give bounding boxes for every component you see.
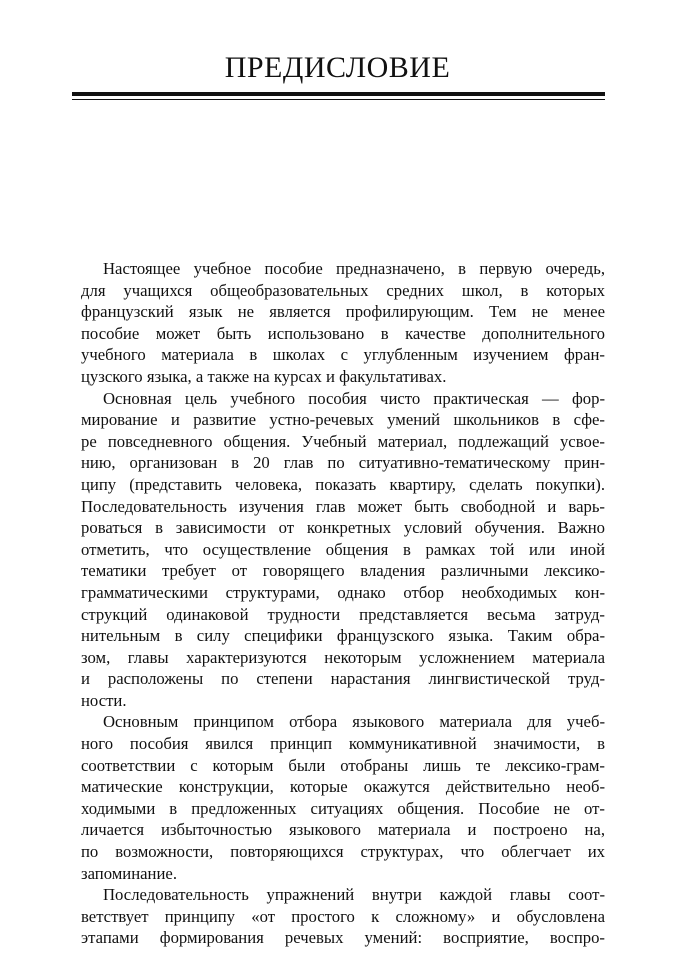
text-line: Последовательность изучения глав может быть свободной и варь- — [81, 496, 605, 516]
text-line: нию, организован в 20 глав по ситуативно-тематическому прин- — [81, 453, 605, 473]
text-line: Последовательность упражнений внутри каждой главы соот- — [103, 885, 605, 905]
title-rule-thick — [72, 92, 605, 96]
text-line: пособие может быть использовано в качестве дополнительного — [81, 323, 605, 343]
text-line: ре повседневного общения. Учебный материал, подлежащий усвое- — [81, 431, 605, 451]
text-line: запоминание. — [81, 863, 178, 883]
text-line: учебного материала в школах с углубленным изучением фран- — [81, 345, 605, 365]
text-line: ного пособия явился принцип коммуникативной значимости, в — [81, 734, 605, 754]
text-line: тематики требует от говорящего владения различными лексико- — [81, 561, 605, 581]
text-line: Основным принципом отбора языкового материала для учеб- — [103, 712, 605, 732]
paragraph — [81, 258, 605, 388]
text-line: для учащихся общеобразовательных средних школ, в которых — [81, 280, 605, 300]
paragraph — [81, 884, 605, 949]
text-line: зом, главы характеризуются некоторым усложнением материала — [81, 647, 605, 667]
text-line: французский язык не является профилирующим. Тем не менее — [81, 302, 605, 322]
text-line: матические конструкции, которые окажутся действительно необ- — [81, 777, 605, 797]
text-line: ности. — [81, 690, 127, 710]
text-line: мирование и развитие устно-речевых умений школьников в сфе- — [81, 410, 605, 430]
text-line: ветствует принципу «от простого к сложному» и обусловлена — [81, 906, 605, 926]
text-line: соответствии с которым были отобраны лишь те лексико-грам- — [81, 755, 605, 775]
text-line: отметить, что осуществление общения в рамках той или иной — [81, 539, 605, 559]
text-line: грамматическими структурами, однако отбор необходимых кон- — [81, 582, 605, 602]
text-line: и расположены по степени нарастания лингвистической труд- — [81, 669, 605, 689]
body-text — [81, 258, 605, 949]
text-line: по возможности, повторяющихся структурах, что облегчает их — [81, 842, 605, 862]
paragraph — [81, 388, 605, 712]
text-line: роваться в зависимости от конкретных условий обучения. Важно — [81, 518, 605, 538]
text-line: ходимыми в предложенных ситуациях общения. Пособие не от- — [81, 798, 605, 818]
title-rule-thin — [72, 99, 605, 100]
text-line: струкций одинаковой трудности представляется весьма затруд- — [81, 604, 605, 624]
text-line: цузского языка, а также на курсах и факультативах. — [81, 366, 447, 386]
text-line: Основная цель учебного пособия чисто практическая — фор- — [103, 388, 605, 408]
text-line: нительным в силу специфики французского языка. Таким обра- — [81, 626, 605, 646]
text-line: личается избыточностью языкового материала и построено на, — [81, 820, 605, 840]
text-line: этапами формирования речевых умений: восприятие, воспро- — [81, 928, 605, 948]
text-line: Настоящее учебное пособие предназначено, в первую очередь, — [103, 259, 605, 278]
paragraph — [81, 711, 605, 884]
page-title: ПРЕДИСЛОВИЕ — [224, 51, 451, 84]
text-line: ципу (представить человека, показать квартиру, сделать покупки). — [81, 474, 605, 494]
